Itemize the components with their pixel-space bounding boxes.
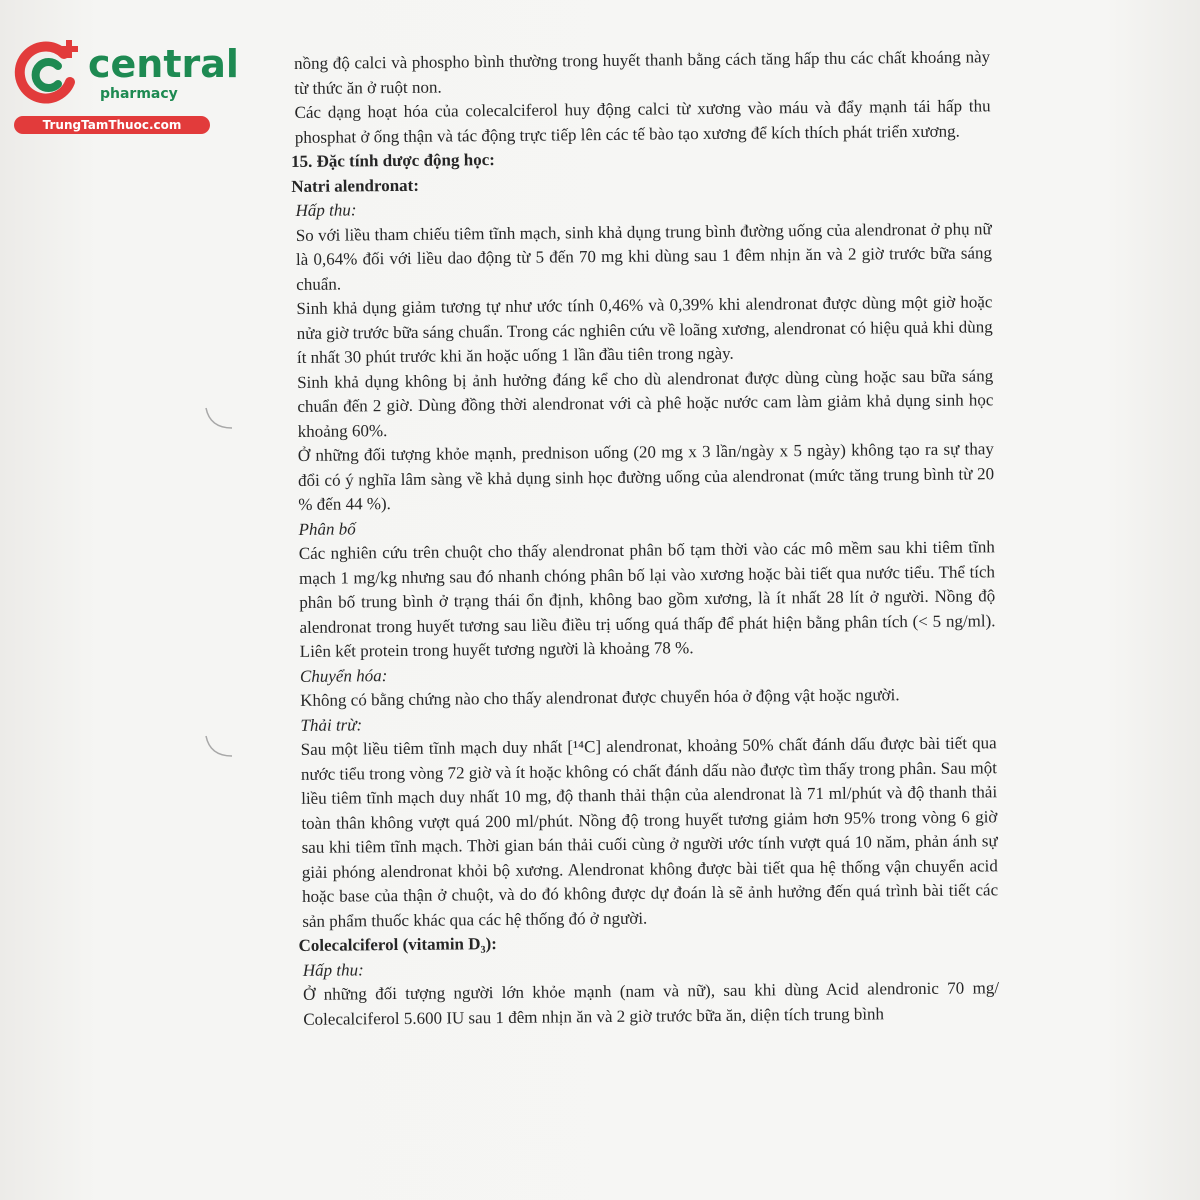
paragraph: Các dạng hoạt hóa của colecalciferol huy động calci từ xương vào máu và đẩy mạnh tái hấp thu phosphat ở ống thận và tác động trực tiếp lên các tế bào tạo xương để kích thích phát triển xương. [294, 96, 991, 147]
subheading-italic: Phân bố [298, 518, 356, 539]
logo-site-banner: TrungTamThuoc.com [14, 116, 210, 134]
logo-subtitle: pharmacy [100, 86, 178, 102]
paragraph: Sau một liều tiêm tĩnh mạch duy nhất [¹⁴C] alendronat, khoảng 50% chất đánh dấu được bài tiết qua nước tiểu trong vòng 72 giờ và ít hoặc không có chất đánh dấu nào được tìm thấy trong phân. Sau một liều tiêm tĩnh mạch duy nhất 10 mg, độ thanh thải thận của alendronat là 71 ml/phút và độ thanh thải toàn thân không vượt quá 200 ml/phút. Nồng độ trong huyết tương giảm hơn 95% trong vòng 6 giờ sau khi tiêm tĩnh mạch. Thời gian bán thải cuối cùng ở người ước tính vượt quá 10 năm, phản ánh sự giải phóng alendronat khỏi bộ xương. Alendronat không được bài tiết qua hệ thống vận chuyển acid hoặc base của thận ở chuột, và do đó không được dự đoán là sẽ ảnh hưởng đến quá trình bài tiết các sản phẩm thuốc khác qua các hệ thống đó ở người. [300, 733, 999, 931]
paragraph: Ở những đối tượng khỏe mạnh, prednison uống (20 mg x 3 lần/ngày x 5 ngày) không tạo ra sự thay đổi có ý nghĩa lâm sàng về khả dụng sinh học đường uống của alendronat (mức tăng trung bình từ 20 % đến 44 %). [297, 439, 995, 514]
punch-hole-mark [200, 732, 236, 762]
paragraph: Các nghiên cứu trên chuột cho thấy alendronat phân bố tạm thời vào các mô mềm sau khi tiêm tĩnh mạch 1 mg/kg nhưng sau đó nhanh chóng phân bố lại vào xương hoặc bài tiết qua nước tiểu. Thể tích phân bố trung bình ở trạng thái ổn định, không bao gồm xương, là ít nhất 28 lít ở người. Nồng độ alendronat trong huyết tương sau liều điều trị uống quá thấp để phát hiện bằng phân tích (< 5 ng/ml). Liên kết protein trong huyết tương người là khoảng 78 %. [298, 537, 996, 661]
subsection-heading: Natri alendronat: [291, 175, 420, 196]
paragraph: So với liều tham chiếu tiêm tĩnh mạch, sinh khả dụng trung bình đường uống của alendronat ở phụ nữ là 0,64% đối với liều dao động từ 5 đến 70 mg khi dùng sau 1 đêm nhịn ăn và 2 giờ trước bữa sáng chuẩn. [295, 218, 993, 294]
subheading-italic: Hấp thu: [295, 200, 357, 220]
paragraph: Sinh khả dụng giảm tương tự như ước tính 0,46% và 0,39% khi alendronat được dùng một giờ hoặc nửa giờ trước bữa sáng chuẩn. Trong các nghiên cứu về loãng xương, alendronat có hiệu quả khi dùng ít nhất 30 phút trước khi ăn hoặc uống 1 lần đầu tiên trong ngày. [296, 292, 993, 367]
subheading-italic: Hấp thu: [302, 959, 364, 980]
document-text [290, 45, 999, 1032]
paragraph: Sinh khả dụng không bị ảnh hưởng đáng kể cho dù alendronat được dùng cùng hoặc sau bữa sáng chuẩn đến 2 giờ. Dùng đồng thời alendronat với cà phê hoặc nước cam làm giảm khả dụng sinh học khoảng 60%. [297, 365, 994, 441]
central-pharmacy-logo [12, 38, 239, 138]
subsection-heading: Colecalciferol (vitamin D₃): [298, 934, 498, 955]
subheading-italic: Chuyển hóa: [299, 665, 388, 686]
paragraph: Ở những đối tượng người lớn khỏe mạnh (nam và nữ), sau khi dùng Acid alendronic 70 mg/ Colecalciferol 5.600 IU sau 1 đêm nhịn ăn và 2 giờ trước bữa ăn, diện tích trung bình [302, 978, 1000, 1029]
paragraph: Không có bằng chứng nào cho thấy alendronat được chuyển hóa ở động vật hoặc người. [300, 685, 900, 710]
pharmacy-cross-icon [12, 38, 84, 110]
paragraph: nồng độ calci và phospho bình thường trong huyết thanh bằng cách tăng hấp thu các chất khoáng này từ thức ăn ở ruột non. [294, 47, 991, 98]
subheading-italic: Thải trừ: [300, 714, 363, 735]
section-heading: 15. Đặc tính dược động học: [290, 150, 495, 171]
logo-brand-text: central [88, 42, 239, 86]
punch-hole-mark [200, 404, 236, 434]
